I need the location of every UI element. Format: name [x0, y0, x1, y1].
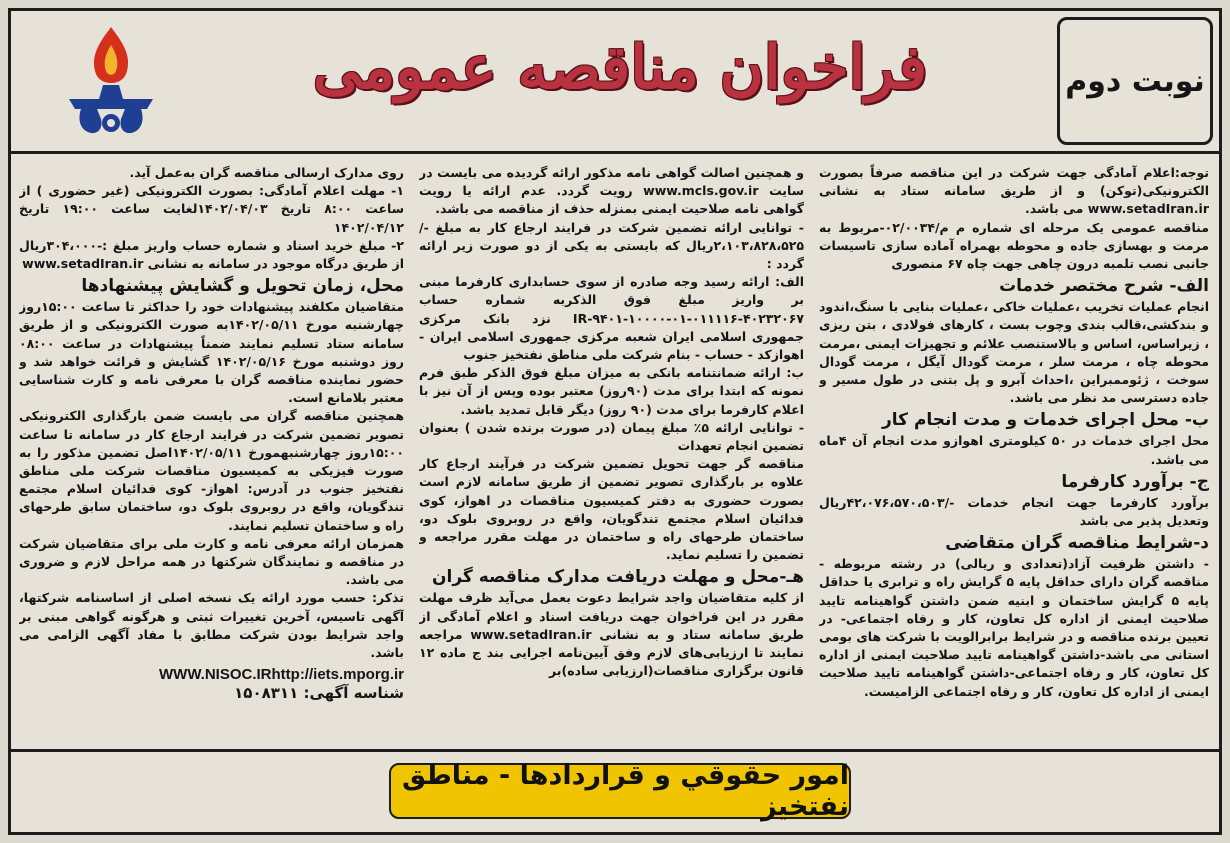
ad-identifier: شناسه آگهی: ۱۵۰۸۳۱۱: [234, 684, 404, 703]
website-links-text: WWW.NISOC.IRhttp://iets.mporg.ir: [159, 666, 404, 684]
notice-title: فراخوان مناقصه عمومی: [312, 33, 928, 103]
guarantee-option-a: الف: ارائه رسید وجه صادره از سوی حسابداری کارفرما مبنی بر واریز مبلغ فوق الذکربه شماره حساب ۴۰۲۳۲۰۶۷-۰۱۱۱۱۶-۰۱-۱۰۰۰۰-۹۴۰۱-IR نزد بانک مرکزی جمهوری اسلامی ایران شعبه مرکزی جمهوری اسلامی ایران - اهوازکد - حساب - بنام شرکت ملی مناطق نفتخیز جنوب: [419, 274, 804, 363]
column-right: [819, 164, 1209, 749]
section-a-body: انجام عملیات تخریب ،عملیات خاکی ،عملیات بنایی با سنگ،اندود و بندکشی،قالب بندی وچوب بست ، کارهای فولادی ، بتن ریزی ، زیراساس، اساس و بالاستنصب علائم و تجهیزات ایمنی ،مرمت محوطه چاه ، مرمت سلر ، مرمت گودال آیگل ، مرمت گودال سوخت ، ژئوممبراین ،احداث آبرو و پل بتنی در طول مسیر و جاده دسترسی مد نظر می باشد.: [819, 299, 1209, 406]
section-c-body: برآورد کارفرما جهت انجام خدمات -/۴۲،۰۷۶،۵۷۰،۵۰۳ریال وتعدیل پذیر می باشد: [819, 494, 1209, 529]
tender-subject: مناقصه عمومی یک مرحله ای شماره م م/۰۲/۰۰۳۴-مربوط به مرمت و بهسازی جاده و محوطه بهمراه آماده سازی تاسیسات جانبی نصب تلمبه درون چاهی جهت چاه ۶۷ منصوری: [819, 219, 1209, 272]
nioc-flame-logo-icon: [51, 21, 171, 139]
section-h-title: هـ-محل و مهلت دریافت مدارک مناقصه گران: [432, 567, 804, 588]
tender-notice-page: [8, 8, 1222, 835]
electronic-participation-note: توجه:اعلام آمادگی جهت شرکت در این مناقصه صرفاً بصورت الکترونیکی(توکن) و از طریق سامانه ستاد به نشانی www.setadIran.ir می باشد.: [819, 165, 1209, 217]
section-a-title: الف- شرح مختصر خدمات: [999, 276, 1209, 297]
id-requirement: همزمان ارائه معرفی نامه و کارت ملی برای متقاضیان شرکت در مناقصه و نمایندگان شرکتها در همه مراحل لازم و ضروری می باشد.: [19, 535, 404, 588]
section-d-body: - داشتن ظرفیت آزاد(تعدادی و ریالی) در رشته مربوطه - مناقصه گران دارای حداقل پایه ۵ گرایش راه و ترابری یا حداقل پایه ۵ گرایش ساختمان و ابنیه ضمن داشتن گواهینامه تایید صلاحیت ایمنی از اداره کل تعاون، کار و رفاه اجتماعی- در تعیین برنده مناقصه و در شرایط برابرالویت با شرکت های بومی استانی می باشد-داشتن گواهینامه تایید صلاحیت ایمنی از اداره کل تعاون، کار و رفاه اجتماعی-داشتن گواهینامه تایید صلاحیت ایمنی از اداره کل تعاون، کار و رفاه اجتماعی الزامیست.: [819, 556, 1209, 699]
website-links: [19, 666, 404, 684]
section-h-body: از کلیه متقاضیان واجد شرایط دعوت بعمل می‌آید ظرف مهلت مقرر در این فراخوان جهت دریافت اسناد و اعلام آمادگی از طریق سامانه ستاد و به نشانی www.setadIran.ir مراجعه نمایند تا ارزیابی‌های لازم وفق آیین‌نامه اجرایی بند ج ماده ۱۲ قانون برگزاری مناقصات(ارزیابی ساده)بر: [419, 590, 804, 679]
documents-reminder: تذکر: حسب مورد ارائه یک نسخه اصلی از اساسنامه شرکتها، آگهی تاسیس، آخرین تغییرات ثبتی و هرگونه گواهی مبنی بر واجد شرایط بودن شرکت مطابق با مفاد آگهی الزامی می باشد.: [19, 590, 404, 661]
evaluation-continuation: روی مدارک ارسالی مناقصه گران به‌عمل آید.: [129, 165, 404, 180]
readiness-deadline: ۱- مهلت اعلام آمادگی: بصورت الکترونیکی (غیر حضوری ) از ساعت ۸:۰۰ تاریخ ۱۴۰۲/۰۴/۰۳لغایت ساعت ۱۹:۰۰ تاریخ ۱۴۰۲/۰۴/۱۲: [19, 183, 404, 235]
column-left: [19, 164, 404, 749]
section-b-title: ب- محل اجرای خدمات و مدت انجام کار: [881, 410, 1209, 431]
performance-guarantee: - توانایی ارائه ۵٪ مبلغ پیمان (در صورت برنده شدن ) بعنوان تضمین انجام تعهدات: [419, 419, 804, 454]
guarantee-amount: - توانایی ارائه تضمین شرکت در فرایند ارجاع کار به مبلغ -/۲،۱۰۳،۸۲۸،۵۲۵ریال که بایستی به یکی از دو صورت زیر ارائه گردد :: [419, 219, 804, 272]
notice-body: [11, 154, 1219, 752]
department-footer-label: امور حقوقي و قراردادها - مناطق نفتخیز: [402, 760, 849, 822]
department-footer-banner: [389, 760, 851, 822]
bid-submission-deadline: متقاضیان مکلفند پیشنهادات خود را حداکثر تا ساعت ۱۵:۰۰روز چهارشنبه مورخ ۱۴۰۲/۰۵/۱۱به صورت الکترونیکی و از طریق سامانه ستاد تسلیم نمایند ضمناً پیشنهادات در ساعت ۰۸:۰۰ روز دوشنبه مورخ ۱۴۰۲/۰۵/۱۶ گشایش و قرائت خواهد شد و حضور نماینده مناقصه گران با معرفی نامه و کارت شناسایی معتبر بلامانع است.: [19, 299, 404, 406]
guarantee-option-b: ب: ارائه ضمانتنامه بانکی به میزان مبلغ فوق الذکر طبق فرم نمونه که ابتدا برای مدت (۹۰روز) معتبر بوده وپس از آن نیز با اعلام کارفرما برای مدت (۹۰ روز) دیگر قابل تمدید باشد.: [419, 365, 804, 417]
physical-guarantee-delivery: همچنین مناقصه گران می بایست ضمن بارگذاری الکترونیکی تصویر تضمین شرکت در فرایند ارجاع کار در سامانه تا ساعت ۱۵:۰۰روز چهارشنبهمورخ ۱۴۰۲/۰۵/۱۱اصل تضمین مذکور را به صورت فیزیکی به کمیسیون مناقصات شرکت ملی مناطق نفتخیز جنوب در آدرس: اهواز- کوی فدائیان اسلام مجتمع تندگویان، واقع در روبروی بلوک دو، ساختمان سابق طرحهای راه و ساختمان تسلیم نمایند.: [19, 408, 404, 533]
section-c-title: ج- برآورد کارفرما: [1061, 471, 1209, 492]
document-fee: ۲- مبلغ خرید اسناد و شماره حساب واریز مبلغ :-۳۰۴،۰۰۰ریال از طریق درگاه موجود در سامانه به نشانی www.setadIran.ir: [19, 237, 404, 272]
section-b-body: محل اجرای خدمات در ۵۰ کیلومتری اهوازو مدت انجام آن ۴ماه می باشد.: [819, 433, 1209, 467]
certificate-verification-note: و همچنین اصالت گواهی نامه مذکور ارائه گردیده می بایست در سایت www.mcls.gov.ir رویت گردد. عدم ارائه یا رویت گواهی نامه صلاحیت ایمنی بمنزله حذف از مناقصه می باشد.: [419, 165, 804, 217]
section-v-title: محل، زمان تحویل و گشایش پیشنهادها: [81, 276, 404, 297]
guarantee-delivery: مناقصه گر جهت تحویل تضمین شرکت در فرآیند ارجاع کار علاوه بر بارگذاری تصویر تضمین از طریق سامانه لازم است بصورت حضوری به دفتر کمیسیون مناقصات در اهواز، کوی فدائیان اسلام مجتمع تندگویان، واقع در روبروی بلوک دو، ساختمان طرحهای راه و ساختمان در مهلت مقرر مراجعه و تضمین را تسلیم نماید.: [419, 456, 804, 563]
section-d-title: د-شرایط مناقصه گران متقاضی: [945, 533, 1209, 554]
notice-header: [11, 11, 1219, 154]
column-middle: [419, 164, 804, 749]
publication-round-box: [1057, 17, 1213, 145]
publication-round: نوبت دوم: [1065, 63, 1205, 99]
